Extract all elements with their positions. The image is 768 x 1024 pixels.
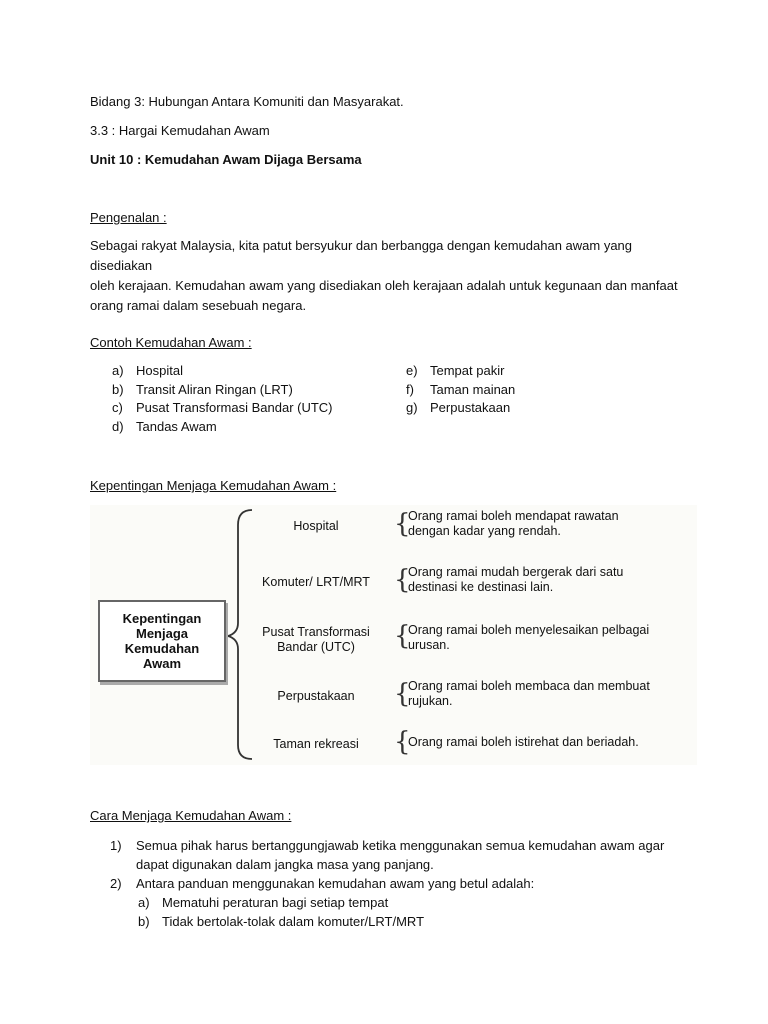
list-marker: 1)	[110, 838, 122, 853]
diagram-desc-utc	[408, 623, 649, 653]
list-text: Tandas Awam	[136, 418, 217, 434]
list-text: Perpustakaan	[430, 400, 511, 415]
list-text: dapat digunakan dalam jangka masa yang panjang.	[136, 857, 434, 872]
ways-heading: Cara Menjaga Kemudahan Awam :	[90, 808, 292, 823]
bidang-title: Bidang 3: Hubungan Antara Komuniti dan Masyarakat.	[90, 94, 404, 109]
ways-list	[110, 836, 670, 931]
desc-line: Orang ramai boleh menyelesaikan pelbagai	[408, 623, 650, 637]
intro-line: oleh kerajaan. Kemudahan awam yang disediakan oleh kerajaan adalah untuk kegunaan dan manfaat	[90, 278, 678, 293]
label-text: Pusat Transformasi	[262, 625, 370, 639]
unit-title: Unit 10 : Kemudahan Awam Dijaga Bersama	[90, 152, 362, 167]
intro-heading: Pengenalan :	[90, 210, 167, 225]
diagram-label-hospital	[241, 519, 391, 534]
list-text: Hospital	[136, 363, 183, 378]
intro-line: orang ramai dalam sesebuah negara.	[90, 298, 307, 313]
list-item	[110, 874, 670, 893]
list-marker: b)	[112, 381, 124, 397]
small-brace-icon: {	[394, 509, 411, 539]
diagram-desc-hospital	[408, 509, 619, 539]
importance-diagram	[90, 505, 697, 765]
list-marker: g)	[406, 400, 418, 415]
list-item	[112, 418, 392, 437]
examples-heading: Contoh Kemudahan Awam :	[90, 335, 252, 350]
list-marker: 2)	[110, 876, 122, 891]
center-box-line: Awam	[142, 656, 182, 671]
small-brace-icon: {	[394, 679, 411, 709]
diagram-desc-perpustakaan	[408, 679, 650, 709]
list-text: Antara panduan menggunakan kemudahan awam yang betul adalah:	[136, 876, 535, 891]
list-item	[110, 836, 670, 874]
label-text: Bandar (UTC)	[277, 640, 355, 654]
list-item	[112, 399, 392, 418]
desc-line: Orang ramai boleh membaca dan membuat	[408, 679, 650, 693]
desc-line: Orang ramai boleh mendapat rawatan	[408, 509, 619, 523]
examples-list-left	[112, 362, 392, 436]
list-text: Tempat pakir	[430, 363, 505, 378]
center-box-line: Kemudahan	[124, 641, 200, 656]
list-marker: b)	[138, 914, 150, 929]
diagram-label-utc	[241, 625, 391, 655]
diagram-desc-taman	[408, 735, 639, 750]
list-item	[406, 399, 606, 418]
sub-list-item	[110, 893, 670, 912]
label-text: Taman rekreasi	[273, 737, 359, 751]
label-text: Perpustakaan	[277, 689, 355, 703]
intro-line: Sebagai rakyat Malaysia, kita patut bersyukur dan berbangga dengan kemudahan awam yang disediakan	[90, 238, 633, 273]
list-marker: f)	[406, 381, 414, 397]
diagram-label-perpustakaan	[241, 689, 391, 704]
label-text: Hospital	[293, 519, 339, 533]
list-text: Pusat Transformasi Bandar (UTC)	[136, 400, 333, 415]
list-item	[112, 381, 392, 400]
desc-line: dengan kadar yang rendah.	[408, 524, 561, 538]
list-marker: a)	[112, 363, 124, 378]
desc-line: Orang ramai boleh istirehat dan beriadah.	[408, 735, 639, 749]
desc-line: urusan.	[408, 638, 450, 652]
importance-heading: Kepentingan Menjaga Kemudahan Awam :	[90, 478, 337, 493]
intro-paragraph	[90, 236, 690, 316]
list-marker: a)	[138, 895, 150, 910]
small-brace-icon: {	[394, 621, 411, 651]
list-text: Semua pihak harus bertanggungjawab ketika menggunakan semua kemudahan awam agar	[136, 838, 665, 853]
small-brace-icon: {	[394, 727, 411, 757]
list-text: Mematuhi peraturan bagi setiap tempat	[162, 895, 389, 910]
examples-list-right	[406, 362, 606, 418]
importance-center-box	[98, 600, 226, 682]
desc-line: Orang ramai mudah bergerak dari satu	[408, 565, 624, 579]
label-text: Komuter/ LRT/MRT	[262, 575, 370, 589]
desc-line: destinasi ke destinasi lain.	[408, 580, 554, 594]
diagram-label-komuter	[241, 575, 391, 590]
list-item	[406, 362, 606, 381]
diagram-desc-komuter	[408, 565, 623, 595]
list-text: Taman mainan	[430, 381, 516, 397]
list-marker: c)	[112, 400, 123, 415]
list-marker: e)	[406, 363, 418, 378]
center-box-line: Menjaga	[135, 626, 188, 641]
list-text: Tidak bertolak-tolak dalam komuter/LRT/MRT	[162, 914, 425, 929]
list-item	[406, 381, 606, 400]
list-marker: d)	[112, 418, 124, 434]
desc-line: rujukan.	[408, 694, 453, 708]
list-text: Transit Aliran Ringan (LRT)	[136, 381, 293, 397]
diagram-label-taman	[241, 737, 391, 752]
list-item	[112, 362, 392, 381]
small-brace-icon: {	[394, 565, 411, 595]
sub-list-item	[110, 912, 670, 931]
center-box-line: Kepentingan	[122, 611, 202, 626]
subtopic-title: 3.3 : Hargai Kemudahan Awam	[90, 123, 270, 138]
